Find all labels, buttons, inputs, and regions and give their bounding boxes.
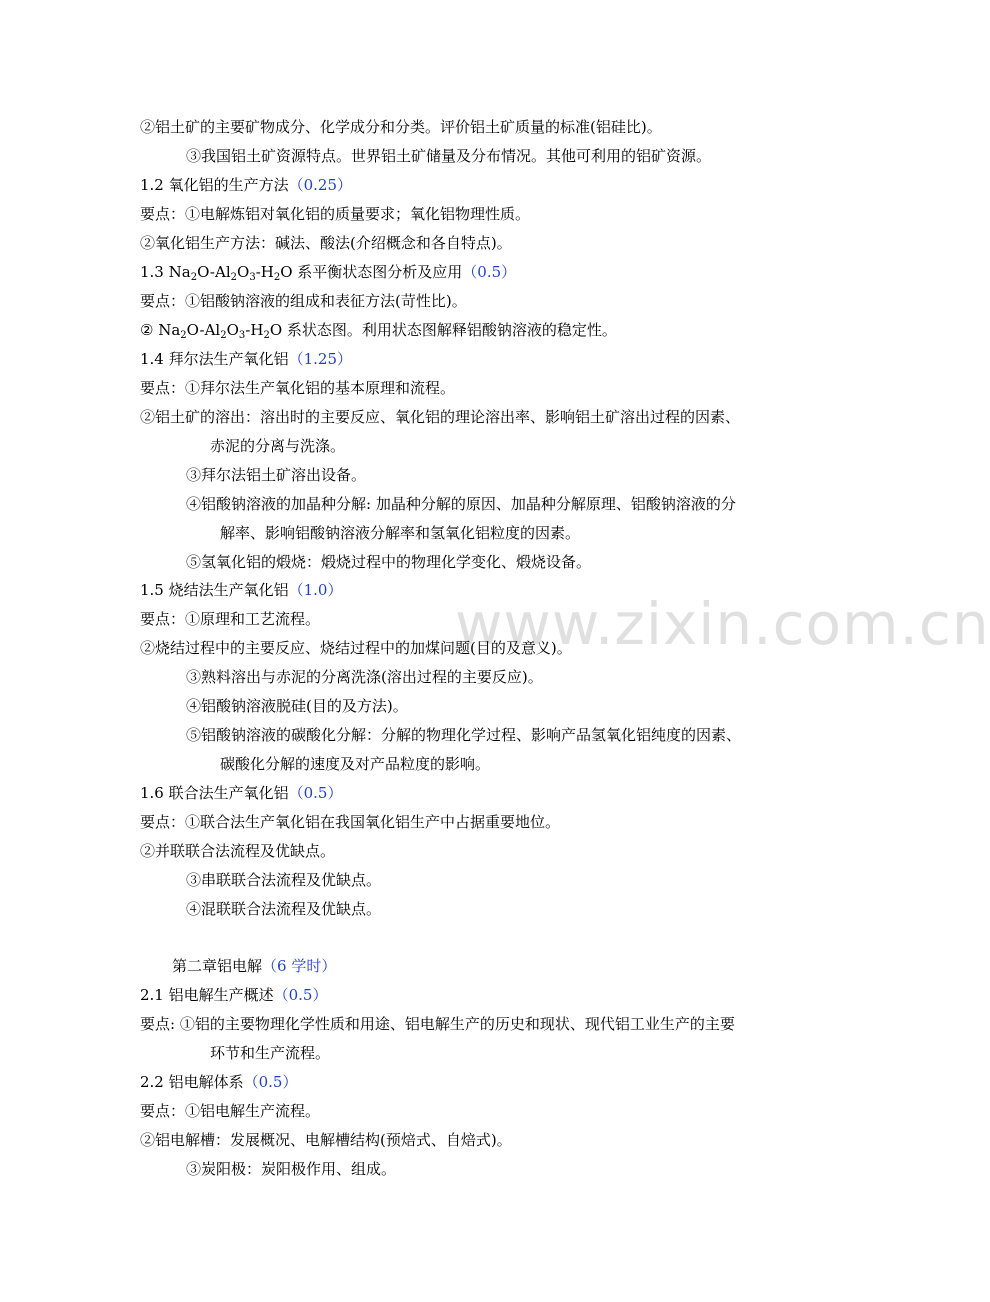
section-hours: （1.25） (288, 350, 353, 368)
text-line: 要点: ①铝的主要物理化学性质和用途、铝电解生产的历史和现状、现代铝工业生产的主要 (140, 1015, 735, 1033)
section-title: 1.2 氧化铝的生产方法 (140, 176, 289, 194)
section-hours: （0.5） (288, 784, 343, 802)
section-title: 1.6 联合法生产氧化铝 (140, 784, 289, 802)
formula-subscript: 3 (249, 272, 256, 283)
text-line: ⑤铝酸钠溶液的碳酸化分解：分解的物理化学过程、影响产品氢氧化铝纯度的因素、 (186, 726, 742, 744)
section-heading-1-4 (140, 349, 352, 369)
section-hours: （0.25） (288, 176, 353, 194)
section-title: 2.2 铝电解体系 (140, 1073, 244, 1091)
text-line: ⑤氢氧化铝的煅烧：煅烧过程中的物理化学变化、煅烧设备。 (186, 553, 592, 571)
text-line: 解率、影响铝酸钠溶液分解率和氢氧化铝粒度的因素。 (220, 524, 581, 542)
section-heading-1-5 (140, 580, 342, 600)
text-line: ③拜尔法铝土矿溶出设备。 (186, 466, 367, 484)
text-line: ②烧结过程中的主要反应、烧结过程中的加煤问题(目的及意义)。 (140, 639, 572, 657)
text-line: 要点：①原理和工艺流程。 (140, 610, 321, 628)
text-line: ③炭阳极：炭阳极作用、组成。 (186, 1160, 397, 1178)
text-line: ③串联联合法流程及优缺点。 (186, 871, 382, 889)
section-hours: （0.5） (462, 263, 517, 281)
formula-part: O-Al (197, 263, 231, 281)
text-line: ④铝酸钠溶液脱硅(目的及方法)。 (186, 697, 408, 715)
text-line: 要点：①联合法生产氧化铝在我国氧化铝生产中占据重要地位。 (140, 813, 561, 831)
section-hours: （0.5） (273, 986, 328, 1004)
chapter-hours: （6 学时） (262, 957, 337, 975)
text-line: ②氧化铝生产方法：碱法、酸法(介绍概念和各自特点)。 (140, 234, 512, 252)
section-title: 1.5 烧结法生产氧化铝 (140, 581, 289, 599)
section-heading-1-6 (140, 783, 342, 803)
section-heading-2-1 (140, 985, 327, 1005)
formula-subscript: 2 (263, 330, 270, 341)
text-line: ④混联联合法流程及优缺点。 (186, 900, 382, 918)
text-line: 要点：①铝酸钠溶液的组成和表征方法(苛性比)。 (140, 292, 467, 310)
section-title: O 系平衡状态图分析及应用 (280, 263, 463, 281)
text-line: ②铝电解槽：发展概况、电解槽结构(预焙式、自焙式)。 (140, 1131, 512, 1149)
formula-part: -H (255, 263, 274, 281)
text-line: ②铝土矿的溶出：溶出时的主要反应、氧化铝的理论溶出率、影响铝土矿溶出过程的因素、 (140, 408, 741, 426)
text-line: 环节和生产流程。 (210, 1044, 331, 1062)
section-heading-2-2 (140, 1072, 297, 1092)
formula-part: 1.3 Na (140, 263, 191, 281)
formula-part: O-Al (186, 321, 221, 339)
formula-subscript: 2 (273, 272, 281, 283)
formula-part: -H (245, 321, 264, 339)
text-line: ③熟料溶出与赤泥的分离洗涤(溶出过程的主要反应)。 (186, 668, 543, 686)
chapter-heading (172, 956, 336, 976)
section-title: 1.4 拜尔法生产氧化铝 (140, 350, 289, 368)
formula-subscript: 2 (180, 330, 187, 341)
section-heading-1-2 (140, 175, 352, 195)
text-line: ③我国铝土矿资源特点。世界铝土矿储量及分布情况。其他可利用的铝矿资源。 (186, 147, 712, 165)
formula-subscript: 3 (238, 330, 246, 341)
text-line: ②铝土矿的主要矿物成分、化学成分和分类。评价铝土矿质量的标准(铝硅比)。 (140, 118, 662, 136)
chapter-title: 第二章铝电解 (172, 957, 263, 975)
text-line-formula (140, 320, 617, 340)
formula-part: O (237, 263, 250, 281)
text-line: 赤泥的分离与洗涤。 (210, 437, 346, 455)
text-line: 要点：①铝电解生产流程。 (140, 1102, 321, 1120)
formula-subscript: 2 (190, 272, 198, 283)
text-line: ②并联联合法流程及优缺点。 (140, 842, 336, 860)
section-heading-1-3 (140, 262, 516, 282)
section-hours: （1.0） (288, 581, 343, 599)
formula-part: ② Na (140, 321, 181, 339)
text-line: ④铝酸钠溶液的加晶种分解: 加晶种分解的原因、加晶种分解原理、铝酸钠溶液的分 (186, 495, 736, 513)
formula-part: O 系状态图。利用状态图解释铝酸钠溶液的稳定性。 (269, 321, 617, 339)
text-line: 要点：①拜尔法生产氧化铝的基本原理和流程。 (140, 379, 456, 397)
text-line: 要点：①电解炼铝对氧化铝的质量要求；氧化铝物理性质。 (140, 205, 531, 223)
formula-subscript: 2 (230, 272, 237, 283)
formula-subscript: 2 (220, 330, 227, 341)
watermark: www.zixin.com.cn (455, 590, 990, 658)
formula-part: O (226, 321, 239, 339)
section-title: 2.1 铝电解生产概述 (140, 986, 274, 1004)
text-line: 碳酸化分解的速度及对产品粒度的影响。 (220, 755, 491, 773)
section-hours: （0.5） (243, 1073, 298, 1091)
